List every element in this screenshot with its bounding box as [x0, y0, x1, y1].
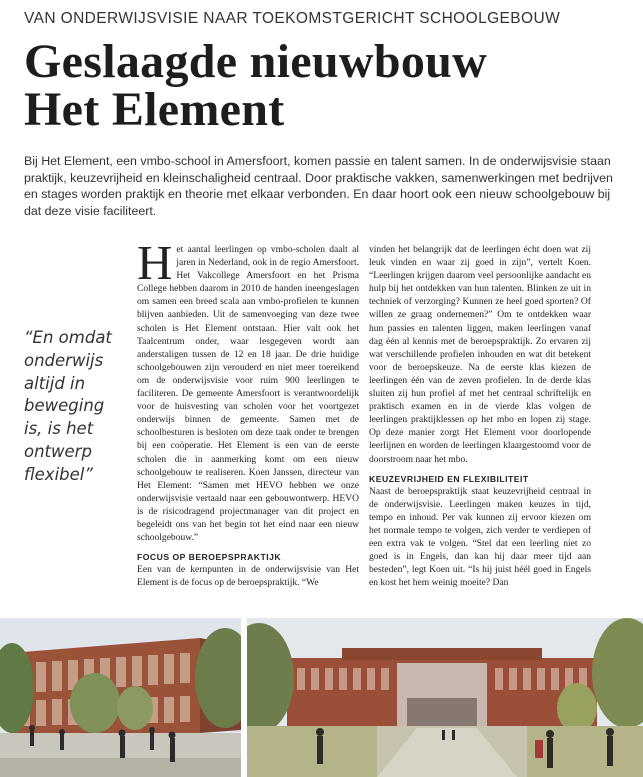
drop-cap: H: [137, 235, 173, 290]
column-2-paragraph-1: vinden het belangrijk dat de leerlingen écht doen wat zij leuk vinden en waar zij goed in zijn”, vertelt Koen. “Leerlingen krijgen daarom veel persoonlijke aandacht en hulp bij het ontdekken van hun talenten. Blinken ze uit in techniek of verzorging? Kunnen ze heel goed sporten? Of willen ze graag ondernemen?” Om te ontdekken waar hun passies en talenten liggen, maken leerlingen vanaf dag één al kennis met de beroepspraktijk. Zo ervaren zij wat verschillende profielen inhouden en wat dit betekent voor de beroepskeuze. Na de eerste klas kiezen de leerlingen één van de zeven profielen. In de derde klas sluiten zij hun profiel af met het centraal schriftelijk en praktisch examen en in de vierde klas volgen de leerlingen praktijklessen op het mbo en lopen zij stage. Op deze manier zorgt Het Element voor doorlopende leerlijnen en worden de leerlingen klaargestoomd voor de doorstroom naar het mbo.: [369, 244, 591, 465]
page-title: [24, 35, 624, 136]
building-render-photo-left: [0, 618, 241, 777]
column-2-paragraph-2: Naast de beroepspraktijk staat keuzevrijheid centraal in de onderwijsvisie. Leerlingen maken keuzes in tijd, tempo en inhoud. Per vak kunnen zij ervoor kiezen om het normale tempo te volgen, zich verder te verdiepen of een extra vak te volgen. “Stel dat een leerling niet zo goed is in Engels, dan kan hij daar meer tijd aan besteden”, legt Koen uit. “Is hij juist héél goed in Engels en kost het hem weinig moeite? Dan: [369, 485, 591, 589]
article-column-1: [137, 235, 359, 589]
building-render-left-image: [0, 618, 241, 777]
title-line-1: Geslaagde nieuwbouw: [24, 35, 488, 88]
article-column-2: [369, 243, 591, 589]
title-line-2: Het Element: [24, 83, 285, 136]
subheading-keuzevrijheid: KEUZEVRIJHEID EN FLEXIBILITEIT: [369, 473, 529, 484]
subheading-focus: FOCUS OP BEROEPSPRAKTIJK: [137, 552, 282, 563]
building-render-photo-right: [247, 618, 643, 777]
column-1-paragraph-2: Een van de kernpunten in de onderwijsvisie van Het Element is de focus op de beroepspraktijk. “We: [137, 564, 359, 589]
pull-quote: “En omdat onderwijs altijd in beweging is, is het ontwerp flexibel”: [24, 328, 112, 484]
kicker: VAN ONDERWIJSVISIE NAAR TOEKOMSTGERICHT SCHOOLGEBOUW: [24, 10, 561, 27]
column-1-paragraph-1: et aantal leerlingen op vmbo-scholen daalt al jaren in Nederland, ook in de regio Amersfoort. Het Vakcollege Amersfoort en het Prisma College hebben daarom in 2010 de handen ineengeslagen om samen een breed scala aan vmbo-profielen te kunnen blijven aanbieden. Uit de samenvoeging van deze twee scholen is Het Element ontstaan. Hier valt ook het Taalcentrum onder, waar lesgegeven wordt aan anderstaligen tussen de 12 en 18 jaar. De drie huidige schoolgebouwen zijn verouderd en niet meer toereikend om de onderwijsvisie voor ruim 900 leerlingen te faciliteren. De gemeente Amersfoort is verantwoordelijk voor de huisvesting van scholen voor het voortgezet onderwijs binnen de gemeente. Samen met de schoolbesturen is besloten om deze taak onder te brengen bij een coöperatie. Het Element is een van de eerste scholen die in aanmerking komt om een nieuw schoolgebouw te realiseren. Koen Janssen, directeur van Het Element: “Samen met HEVO hebben we onze onderwijsvisie vertaald naar een gebouwontwerp. HEVO is de risicodragend projectmanager van dit project en begeleidt ons van het begin tot het eind naar een nieuw schoolgebouw.”: [137, 244, 359, 544]
intro-paragraph: Bij Het Element, een vmbo-school in Amersfoort, komen passie en talent samen. In de onderwijsvisie staan praktijk, keuzevrijheid en kleinschaligheid centraal. Door praktische vakken, samenwerkingen met bedrijven en stages worden praktijk en theorie met elkaar verbonden. En daar hoort ook een nieuw schoolgebouw bij dat deze visie faciliteert.: [24, 154, 613, 218]
building-render-right-image: [247, 618, 643, 777]
